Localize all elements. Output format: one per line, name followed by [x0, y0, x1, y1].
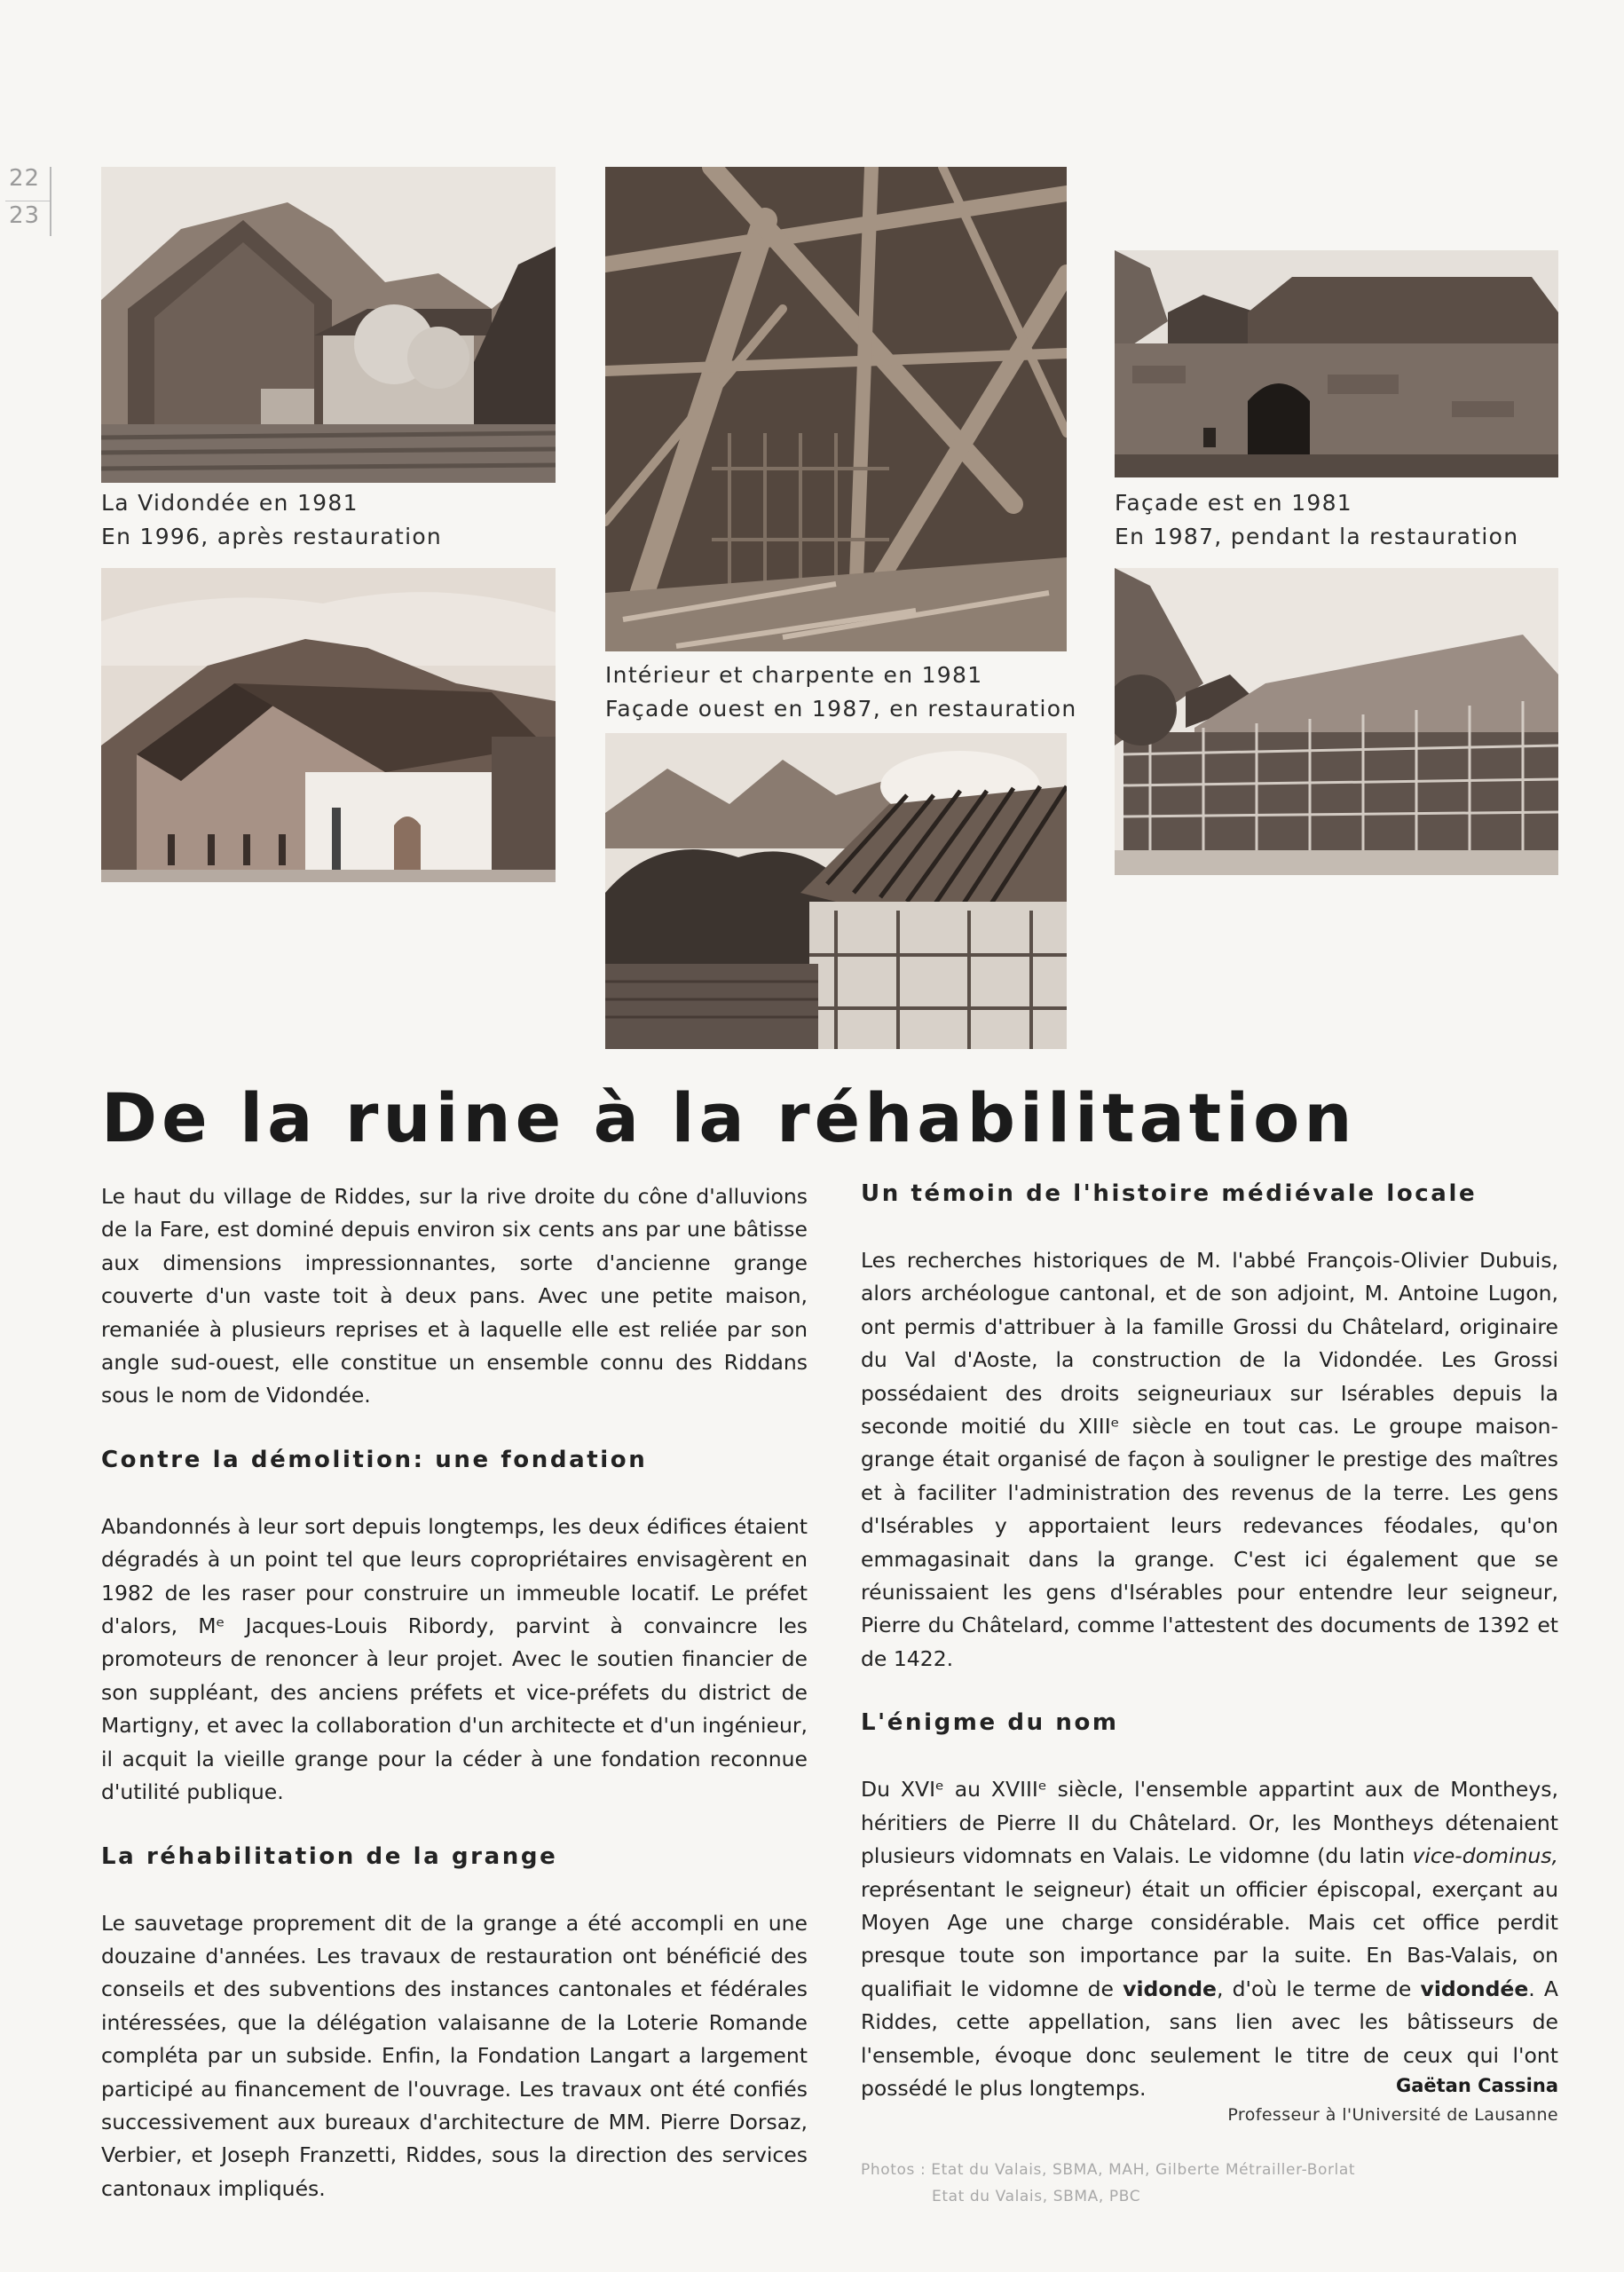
caption-vidondee-1996: En 1996, après restauration [101, 524, 443, 549]
right-column [861, 1180, 1558, 2105]
paragraph-rehabilitation: Le sauvetage proprement dit de la grange a été accompli en une douzaine d'années. Les travaux de restauration ont bénéficié des conseils et des subventions des instances cantonales et fédérales intéressées, que la délégation valaisanne de la Loterie Romande compléta par un subside. Enfin, la Fondation Langart a largement participé au financement de l'ouvrage. Les travaux ont été confiés successivement aux bureaux d'architecture de MM. Pierre Dorsaz, Verbier, et Joseph Franzetti, Riddes, sous la direction des services cantonaux impliqués. [101, 1910, 808, 2201]
vidondee-1981-photo [101, 167, 556, 483]
heading-temoin-histoire: Un témoin de l'histoire médiévale locale [861, 1180, 1478, 1207]
page-number-right: 23 [9, 202, 41, 229]
caption-facade-est-1981: Façade est en 1981 [1115, 490, 1353, 516]
latin-term: vice-dominus, [1412, 1843, 1558, 1869]
heading-contre-la-demolition: Contre la démolition: une fondation [101, 1446, 648, 1473]
paragraph-histoire: Les recherches historiques de M. l'abbé François-Olivier Dubuis, alors archéologue cantonal, et de son adjoint, M. Antoine Lugon, ont permis d'attribuer à la famille Grossi du Châtelard, originaire du Val d'Aoste, la construction de la Vidondée. Les Grossi possédaient des droits seigneuriaux sur Isérables depuis la seconde moitié du XIIIᵉ siècle en tout cas. Le groupe maison-grange était organisé de façon à souligner le prestige des maîtres et à faciliter l'administration des revenus de la terre. Les gens d'Isérables y apportaient leurs redevances féodales, qu'on emmagasinait dans la grange. C'est ici également que se réunissaient les gens d'Isérables pour entendre leur seigneur, Pierre du Châtelard, comme l'attestent des documents de 1392 et de 1422. [861, 1248, 1558, 1671]
interior-charpente-photo [605, 167, 1067, 651]
facade-est-1987-photo [1115, 568, 1558, 875]
heading-rehabilitation-grange: La réhabilitation de la grange [101, 1842, 558, 1870]
left-column [101, 1180, 808, 2205]
facade-est-1981-photo [1115, 250, 1558, 477]
page-number-rule [50, 167, 51, 236]
page-number-left: 22 [9, 165, 41, 192]
term-vidonde: vidonde [1123, 1976, 1217, 2001]
paragraph-enigme: Du XVIᵉ au XVIIIᵉ siècle, l'ensemble appartint aux de Montheys, héritiers de Pierre II du Châtelard. Or, les Montheys détenaient plusieurs vidomnats en Valais. Le vidomne (du latin vice-dominus, représentant le seigneur) était un officier épiscopal, exerçant au Moyen Age une charge considérable. Mais cet office perdit presque toute son importance par la suite. En Bas-Valais, on qualifiait le vidomne de vidonde, d'où le terme de vidondée. A Riddes, cette appellation, sans lien avec les bâtisseurs de l'ensemble, évoque donc seulement le titre de ceux qui l'ont possédé le plus longtemps. [861, 1777, 1558, 2101]
author-title: Professeur à l'Université de Lausanne [1227, 2105, 1558, 2125]
vidondee-1996-photo [101, 568, 556, 882]
caption-facade-ouest-1987: Façade ouest en 1987, en restauration [605, 696, 1077, 722]
photo-credits [861, 2157, 1355, 2210]
caption-vidondee-1981: La Vidondée en 1981 [101, 490, 359, 516]
author-name: Gaëtan Cassina [1395, 2075, 1558, 2096]
facade-ouest-1987-photo [605, 733, 1067, 1049]
caption-facade-est-1987: En 1987, pendant la restauration [1115, 524, 1519, 549]
credits-line-2: Etat du Valais, SBMA, PBC [932, 2188, 1141, 2205]
paragraph-demolition: Abandonnés à leur sort depuis longtemps, les deux édifices étaient dégradés à un point tel que leurs copropriétaires envisagèrent en 1982 de les raser pour construire un immeuble locatif. Le préfet d'alors, Mᵉ Jacques-Louis Ribordy, parvint à convaincre les promoteurs de renoncer à leur projet. Avec le soutien financier de son suppléant, des anciens préfets et vice-préfets du district de Martigny, et avec la collaboration d'un architecte et d'un ingénieur, il acquit la vieille grange pour la céder à une fondation reconnue d'utilité publique. [101, 1513, 808, 1805]
credits-line-1: Photos : Etat du Valais, SBMA, MAH, Gilberte Métrailler-Borlat [861, 2161, 1356, 2179]
term-vidondee: vidondée [1420, 1976, 1529, 2001]
heading-enigme-du-nom: L'énigme du nom [861, 1709, 1119, 1737]
article-title: De la ruine à la réhabilitation [101, 1078, 1357, 1157]
intro-paragraph: Le haut du village de Riddes, sur la rive droite du cône d'alluvions de la Fare, est dominé depuis environ six cents ans par une bâtisse aux dimensions impressionnantes, sorte d'ancienne grange couverte d'un vaste toit à deux pans. Avec une petite maison, remaniée à plusieurs reprises et à laquelle elle est reliée par son angle sud-ouest, elle constitue un ensemble connu des Riddans sous le nom de Vidondée. [101, 1184, 808, 1408]
caption-interieur-1981: Intérieur et charpente en 1981 [605, 662, 983, 688]
